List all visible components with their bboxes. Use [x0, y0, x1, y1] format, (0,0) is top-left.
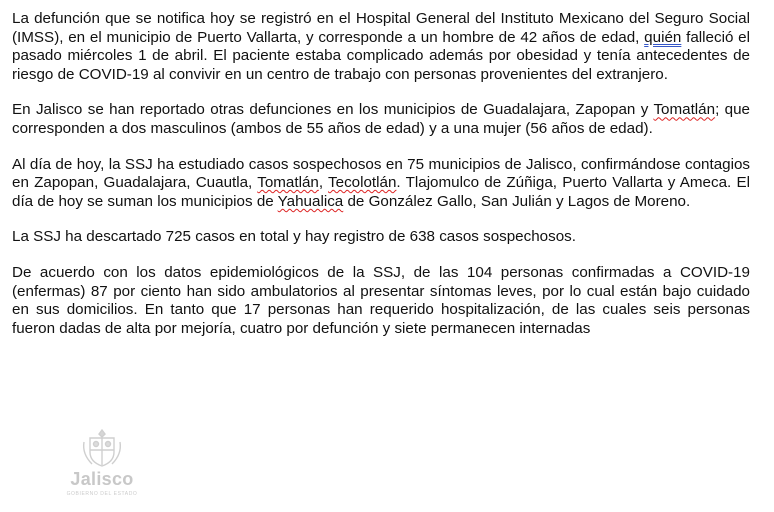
text-segment: falleció el pasado miércoles 1 de abril. El paciente estaba complicado además por obesidad y tenía antecedentes de riesgo de COVID-19 al convivir en un centro de trabajo con personas provenientes del extranjero.: [12, 28, 750, 83]
paragraph-5: [12, 264, 750, 338]
text-segment: La SSJ ha descartado 725 casos en total y hay registro de 638 casos sospechosos.: [12, 228, 576, 246]
paragraph-1: [12, 10, 750, 84]
jalisco-logo-watermark: [62, 428, 142, 500]
misspelled-word[interactable]: Tomatlán: [257, 174, 319, 192]
text-segment: . Tlajomulco de Zúñiga, Puerto Vallarta y Ameca. El día de hoy se suman los municipios de: [12, 174, 750, 210]
grammar-flagged-word[interactable]: quién: [644, 28, 682, 46]
logo-wordmark: Jalisco: [70, 469, 134, 489]
misspelled-word[interactable]: Yahualica: [277, 192, 344, 210]
paragraph-3: [12, 156, 750, 212]
coat-of-arms-icon: [80, 428, 124, 468]
logo-subtitle: GOBIERNO DEL ESTADO: [66, 491, 138, 497]
text-segment: De acuerdo con los datos epidemiológicos de la SSJ, de las 104 personas confirmadas a COVID-19 (enfermas) 87 por ciento han sido ambulatorios al presentar síntomas leves, por lo cual están bajo cuidado en sus domicilios. En tanto que 17 personas han requerido hospitalización, de las cuales seis personas fueron dadas de alta por mejoría, cuatro por defunción y siete permanecen internadas: [12, 263, 750, 337]
paragraph-4: [12, 228, 750, 247]
text-segment: Al día de hoy, la SSJ ha estudiado casos sospechosos en 75 municipios de Jalisco, confirmándose contagios en Zapopan, Guadalajara, Cuautla,: [12, 155, 750, 192]
text-segment: ; que corresponden a dos masculinos (ambos de 55 años de edad) y a una mujer (56 años de edad).: [12, 101, 751, 137]
text-segment: de González Gallo, San Julián y Lagos de Moreno.: [343, 192, 691, 210]
document-body: [12, 10, 750, 355]
text-segment: ,: [318, 174, 329, 192]
text-segment: En Jalisco se han reportado otras defunciones en los municipios de Guadalajara, Zapopan y: [12, 101, 654, 119]
paragraph-2: [12, 101, 750, 138]
misspelled-word[interactable]: Tecolotlán: [328, 174, 397, 192]
text-segment: La defunción que se notifica hoy se registró en el Hospital General del Instituto Mexicano del Seguro Social (IMSS), en el municipio de Puerto Vallarta, y corresponde a un hombre de 42 años de edad,: [12, 10, 750, 46]
misspelled-word[interactable]: Tomatlán: [653, 101, 716, 119]
